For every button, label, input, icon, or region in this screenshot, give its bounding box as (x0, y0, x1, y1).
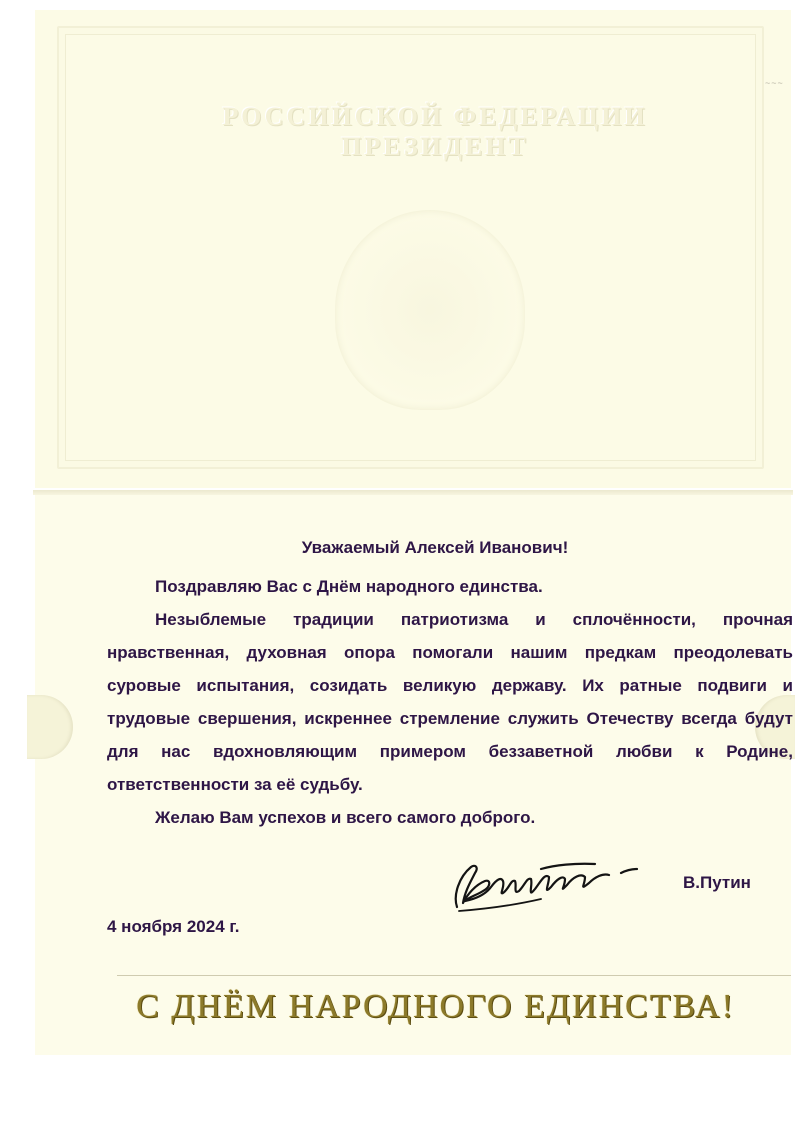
salutation: Уважаемый Алексей Иванович! (301, 538, 569, 557)
paragraph-wishes: Желаю Вам успехов и всего самого доброго. (155, 808, 536, 827)
handwritten-signature (445, 855, 645, 915)
letter-date: 4 ноября 2024 г. (107, 917, 240, 936)
paragraph-greeting: Поздравляю Вас с Днём народного единства. (155, 577, 543, 596)
card-slot-left (27, 695, 73, 759)
letter-body (107, 531, 793, 834)
signer-name: В.Путин (683, 873, 751, 892)
embossed-eagle-emblem (335, 210, 525, 410)
card-inside (35, 495, 791, 1055)
paragraph-main: Незыблемые традиции патриотизма и сплочённости, прочная нравственная, духовная опора помогали нашим предкам преодолевать суровые испытания, созидать великую державу. Их ратные подвиги и трудовые свершения, искреннее стремление служить Отечеству всегда будут для нас вдохновляющим примером беззаветной любви к Родине, ответственности за её судьбу. (107, 610, 793, 794)
embossed-emblem-text: РОССИЙСКОЙ ФЕДЕРАЦИИ ПРЕЗИДЕНТ (222, 102, 648, 161)
scan-mark: ~~~ (765, 78, 784, 88)
card-front (35, 10, 791, 488)
holiday-banner: С ДНЁМ НАРОДНОГО ЕДИНСТВА! (136, 988, 735, 1025)
divider-line (117, 975, 791, 976)
